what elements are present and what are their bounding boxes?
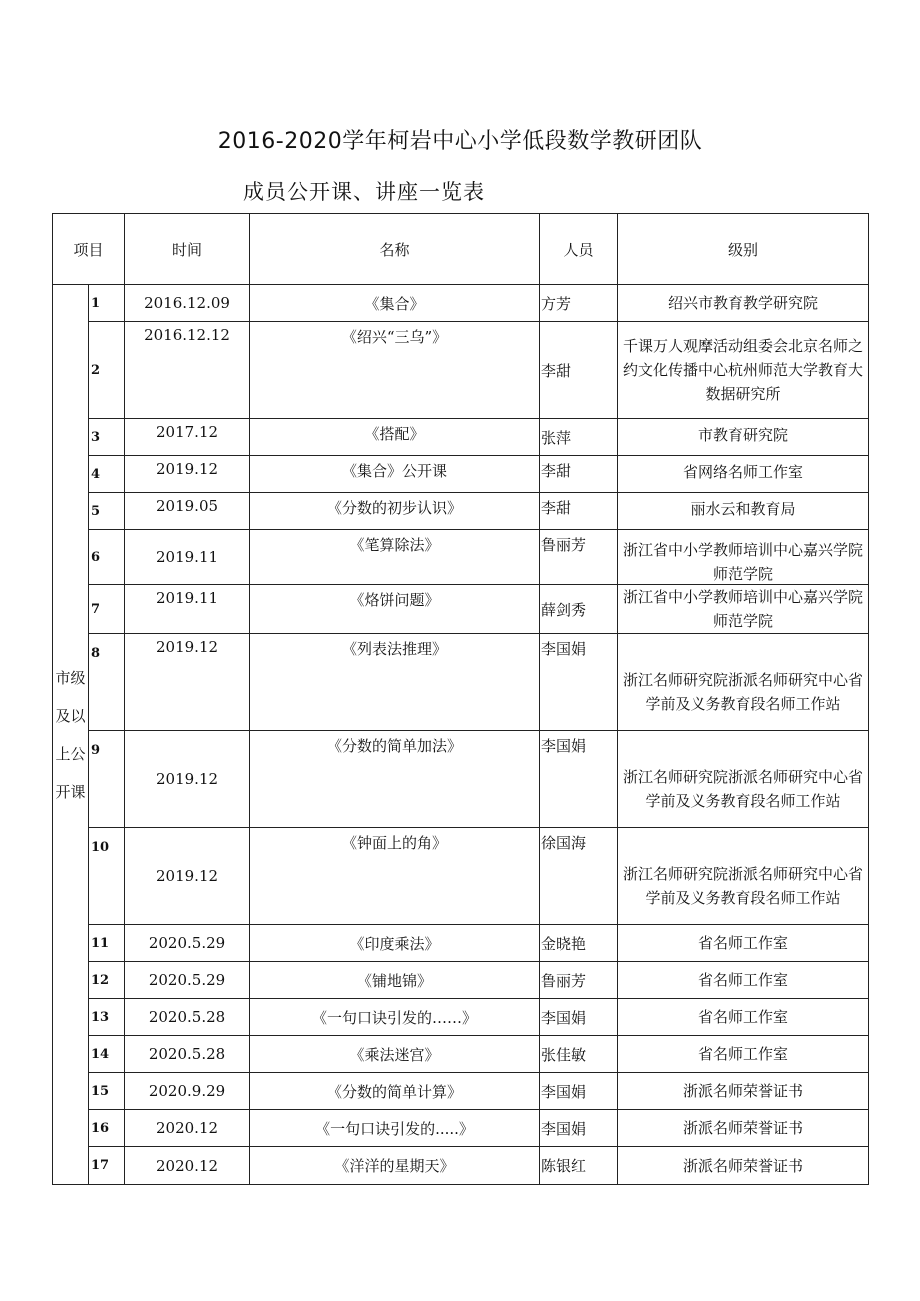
row-name: 《烙饼问题》 <box>250 585 540 634</box>
row-name: 《笔算除法》 <box>250 530 540 585</box>
row-level: 省名师工作室 <box>618 1036 869 1073</box>
row-level: 省名师工作室 <box>618 962 869 999</box>
table-row <box>53 925 869 962</box>
row-level: 省名师工作室 <box>618 925 869 962</box>
row-name: 《绍兴“三乌”》 <box>250 322 540 419</box>
row-number: 16 <box>89 1110 125 1147</box>
row-level: 千课万人观摩活动组委会北京名师之约文化传播中心杭州师范大学教育大数据研究所 <box>618 322 869 419</box>
row-name: 《分数的简单计算》 <box>250 1073 540 1110</box>
row-number: 14 <box>89 1036 125 1073</box>
row-name: 《分数的简单加法》 <box>250 731 540 828</box>
table-row <box>53 585 869 634</box>
row-level: 市教育研究院 <box>618 419 869 456</box>
row-person: 鲁丽芳 <box>540 530 618 585</box>
row-person: 李甜 <box>540 456 618 493</box>
row-time: 2019.11 <box>125 530 250 585</box>
row-level: 绍兴市教育教学研究院 <box>618 285 869 322</box>
row-number: 8 <box>89 634 125 731</box>
table-row <box>53 493 869 530</box>
row-number: 6 <box>89 530 125 585</box>
row-level: 浙派名师荣誉证书 <box>618 1073 869 1110</box>
row-time: 2020.12 <box>125 1110 250 1147</box>
table-row <box>53 456 869 493</box>
row-time: 2017.12 <box>125 419 250 456</box>
row-number: 3 <box>89 419 125 456</box>
row-level: 浙派名师荣誉证书 <box>618 1110 869 1147</box>
header-person: 人员 <box>540 214 618 285</box>
table-row <box>53 285 869 322</box>
row-name: 《集合》 <box>250 285 540 322</box>
table-row <box>53 530 869 585</box>
row-number: 5 <box>89 493 125 530</box>
row-name: 《一句口诀引发的.....》 <box>250 1110 540 1147</box>
row-name: 《铺地锦》 <box>250 962 540 999</box>
row-time: 2020.9.29 <box>125 1073 250 1110</box>
row-time: 2019.11 <box>125 585 250 634</box>
header-name: 名称 <box>250 214 540 285</box>
row-number: 13 <box>89 999 125 1036</box>
table-row <box>53 962 869 999</box>
row-name: 《一句口诀引发的……》 <box>250 999 540 1036</box>
row-name: 《集合》公开课 <box>250 456 540 493</box>
row-time: 2016.12.09 <box>125 285 250 322</box>
row-name: 《搭配》 <box>250 419 540 456</box>
table-row <box>53 731 869 828</box>
row-level: 浙江名师研究院浙派名师研究中心省学前及义务教育段名师工作站 <box>618 828 869 925</box>
row-time: 2020.5.29 <box>125 962 250 999</box>
table-row <box>53 828 869 925</box>
lessons-table <box>52 213 869 1185</box>
row-level: 浙派名师荣誉证书 <box>618 1147 869 1185</box>
row-number: 15 <box>89 1073 125 1110</box>
table-row <box>53 1110 869 1147</box>
table-row <box>53 322 869 419</box>
table-row <box>53 634 869 731</box>
row-time: 2019.12 <box>125 456 250 493</box>
row-time: 2020.12 <box>125 1147 250 1185</box>
row-time: 2020.5.28 <box>125 1036 250 1073</box>
row-name: 《钟面上的角》 <box>250 828 540 925</box>
category-cell <box>53 285 89 1185</box>
row-person: 金晓艳 <box>540 925 618 962</box>
row-person: 方芳 <box>540 285 618 322</box>
row-number: 17 <box>89 1147 125 1185</box>
row-person: 李国娟 <box>540 1110 618 1147</box>
header-time: 时间 <box>125 214 250 285</box>
row-level: 浙江名师研究院浙派名师研究中心省学前及义务教育段名师工作站 <box>618 731 869 828</box>
category-label: 市级及以上公开课 <box>55 668 86 801</box>
row-person: 徐国海 <box>540 828 618 925</box>
row-person: 李甜 <box>540 493 618 530</box>
table-header-row <box>53 214 869 285</box>
row-number: 9 <box>89 731 125 828</box>
row-name: 《列表法推理》 <box>250 634 540 731</box>
table-row <box>53 419 869 456</box>
row-name: 《分数的初步认识》 <box>250 493 540 530</box>
row-number: 7 <box>89 585 125 634</box>
row-person: 薛剑秀 <box>540 585 618 634</box>
row-level-cell <box>618 530 869 585</box>
table-row <box>53 1036 869 1073</box>
row-person: 李国娟 <box>540 731 618 828</box>
row-time: 2019.12 <box>125 828 250 925</box>
row-person: 李甜 <box>540 322 618 419</box>
page-subtitle: 成员公开课、讲座一览表 <box>243 180 485 204</box>
row-name: 《乘法迷宫》 <box>250 1036 540 1073</box>
header-item: 项目 <box>53 214 125 285</box>
table-row <box>53 1147 869 1185</box>
row-name: 《洋洋的星期天》 <box>250 1147 540 1185</box>
row-number: 4 <box>89 456 125 493</box>
row-number: 12 <box>89 962 125 999</box>
row-level: 浙江省中小学教师培训中心嘉兴学院师范学院 <box>623 541 864 583</box>
row-time: 2019.05 <box>125 493 250 530</box>
row-time: 2016.12.12 <box>125 322 250 419</box>
row-number: 10 <box>89 828 125 925</box>
row-person: 陈银红 <box>540 1147 618 1185</box>
row-number: 1 <box>89 285 125 322</box>
row-number: 11 <box>89 925 125 962</box>
row-time: 2019.12 <box>125 634 250 731</box>
row-person: 李国娟 <box>540 634 618 731</box>
row-person: 李国娟 <box>540 999 618 1036</box>
row-time: 2019.12 <box>125 731 250 828</box>
row-level: 浙江省中小学教师培训中心嘉兴学院师范学院 <box>618 585 869 634</box>
row-person: 张佳敏 <box>540 1036 618 1073</box>
row-person: 张萍 <box>540 419 618 456</box>
row-time: 2020.5.28 <box>125 999 250 1036</box>
header-level: 级别 <box>618 214 869 285</box>
row-person: 李国娟 <box>540 1073 618 1110</box>
table-row <box>53 999 869 1036</box>
row-level: 丽水云和教育局 <box>618 493 869 530</box>
row-name: 《印度乘法》 <box>250 925 540 962</box>
row-level: 浙江名师研究院浙派名师研究中心省学前及义务教育段名师工作站 <box>618 634 869 731</box>
table-row <box>53 1073 869 1110</box>
page-title: 2016-2020学年柯岩中心小学低段数学教研团队 <box>217 129 703 154</box>
row-number: 2 <box>89 322 125 419</box>
row-level: 省网络名师工作室 <box>618 456 869 493</box>
row-time: 2020.5.29 <box>125 925 250 962</box>
row-level: 省名师工作室 <box>618 999 869 1036</box>
row-person: 鲁丽芳 <box>540 962 618 999</box>
